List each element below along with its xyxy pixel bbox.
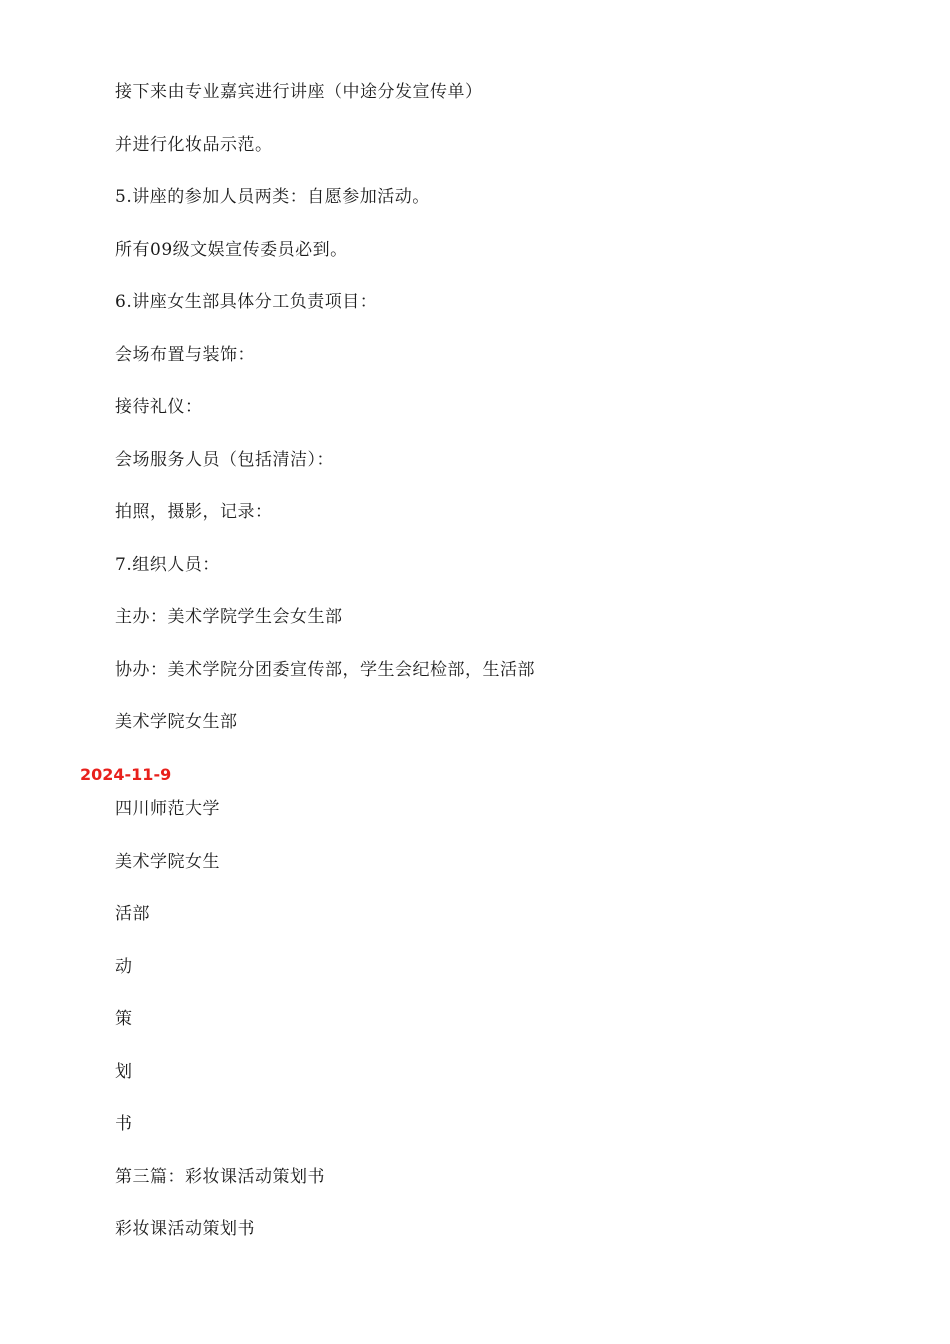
text-line: 5.讲座的参加人员两类：自愿参加活动。 [115, 187, 430, 207]
text-line: 书 [115, 1114, 133, 1134]
text-line: 活部 [115, 904, 150, 924]
text-line: 会场服务人员（包括清洁）： [115, 450, 334, 470]
text-line: 所有09级文娱宣传委员必到。 [115, 240, 348, 260]
text-line: 接下来由专业嘉宾进行讲座（中途分发宣传单） [115, 82, 483, 102]
text-line: 彩妆课活动策划书 [115, 1219, 255, 1239]
text-line: 会场布置与装饰： [115, 345, 255, 365]
text-line: 美术学院女生部 [115, 712, 238, 732]
text-line: 策 [115, 1009, 133, 1029]
date-stamp: 2024-11-9 [80, 765, 172, 784]
text-line: 7.组织人员： [115, 555, 220, 575]
text-line: 主办：美术学院学生会女生部 [115, 607, 343, 627]
text-line: 第三篇：彩妆课活动策划书 [115, 1167, 325, 1187]
text-line: 划 [115, 1062, 133, 1082]
text-line: 并进行化妆品示范。 [115, 135, 273, 155]
text-line: 接待礼仪： [115, 397, 203, 417]
text-line: 动 [115, 957, 133, 977]
text-line: 拍照，摄影，记录： [115, 502, 273, 522]
text-line: 美术学院女生 [115, 852, 220, 872]
text-line: 四川师范大学 [115, 799, 220, 819]
text-line: 6.讲座女生部具体分工负责项目： [115, 292, 378, 312]
text-line: 协办：美术学院分团委宣传部，学生会纪检部，生活部 [115, 660, 535, 680]
